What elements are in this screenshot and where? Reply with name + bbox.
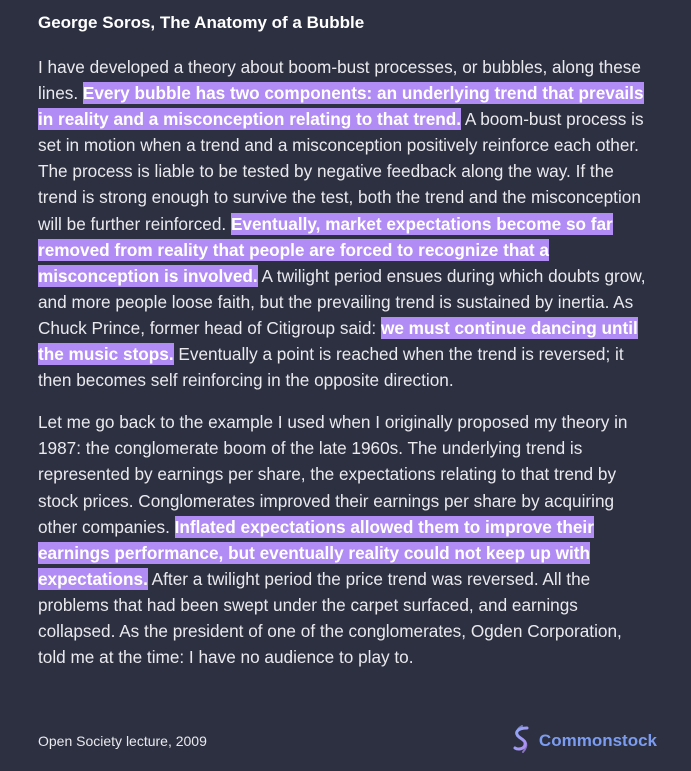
body-text: Let me go back to the example I used when I originally proposed my theory in 1987: the conglomerate boom of the late 1960s. The underlying trend is represented by earnings per share, the expectations relating to that trend by stock prices. Conglomerates improved their earnings per share by acquiring other companies. xyxy=(38,412,628,537)
card-footer xyxy=(38,725,657,757)
body-text: I have developed a theory about boom-bust processes, or bubbles, along these lines. xyxy=(38,57,641,104)
brand-logo[interactable] xyxy=(511,724,657,759)
body-text: A twilight period ensues during which doubts grow, and more people loose faith, but the prevailing trend is sustained by inertia. As Chuck Prince, former head of Citigroup said: xyxy=(38,265,646,338)
brand-name: Commonstock xyxy=(538,731,657,750)
highlighted-text: Inflated expectations allowed them to improve their earnings performance, but eventually reality could not keep up with expectations. xyxy=(38,516,594,589)
body-text: A boom-bust process is set in motion when a trend and a misconception positively reinforce each other. The process is liable to be tested by negative feedback along the way. If the trend is strong enough to survive the test, both the trend and the misconception will be further reinforced. xyxy=(38,109,644,234)
highlighted-text: we must continue dancing until the music stops. xyxy=(38,317,638,365)
highlighted-text: Eventually, market expectations become so far removed from reality that people are forced to recognize that a misconception is involved. xyxy=(38,213,613,286)
commonstock-logo-icon xyxy=(511,724,533,759)
source-citation: Open Society lecture, 2009 xyxy=(38,733,207,749)
body-text: After a twilight period the price trend was reversed. All the problems that had been swept under the carpet surfaced, and earnings collapsed. As the president of one of the conglomerates, Ogden Corporation, told me at the time: I have no audience to play to. xyxy=(38,568,622,668)
quote-body xyxy=(38,54,653,670)
quote-paragraph xyxy=(38,54,653,393)
highlighted-text: Every bubble has two components: an underlying trend that prevails in reality and a misconception relating to that trend. xyxy=(38,83,644,130)
body-text: Eventually a point is reached when the trend is reversed; it then becomes self reinforcing in the opposite direction. xyxy=(38,344,624,391)
quote-title: George Soros, The Anatomy of a Bubble xyxy=(38,13,365,32)
quote-paragraph xyxy=(38,409,653,670)
